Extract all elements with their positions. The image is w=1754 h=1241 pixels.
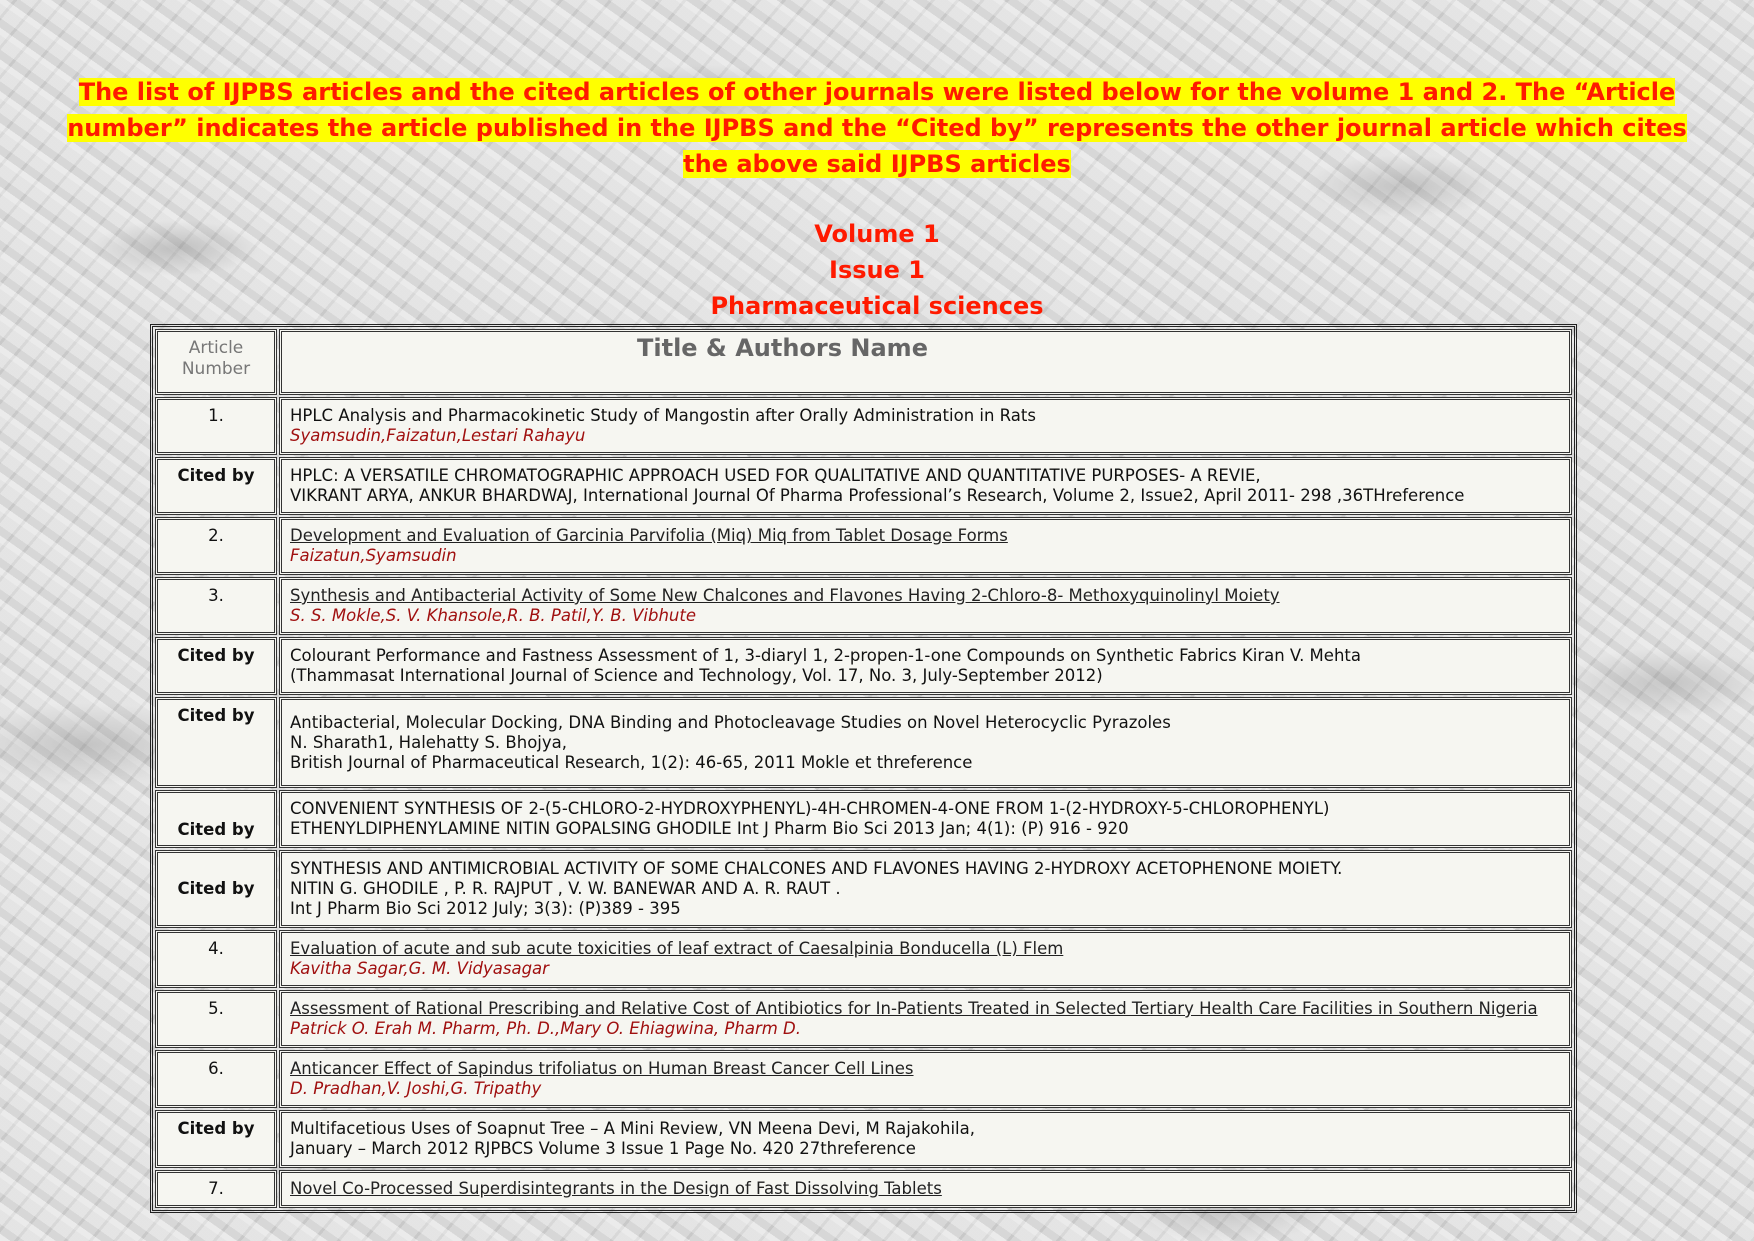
table-row: [155, 1170, 1572, 1208]
table-row: [155, 1050, 1572, 1108]
table-row: [155, 990, 1572, 1048]
citation-line: ETHENYLDIPHENYLAMINE NITIN GOPALSING GHODILE Int J Pharm Bio Sci 2013 Jan; 4(1): (P) 916 - 920: [290, 819, 1129, 838]
table-row: [155, 577, 1572, 635]
table-row: [155, 930, 1572, 988]
citation-line: British Journal of Pharmaceutical Research, 1(2): 46-65, 2011 Mokle et threference: [290, 753, 973, 772]
citation-cell: [279, 457, 1572, 515]
article-authors: Kavitha Sagar,G. M. Vidyasagar: [290, 959, 549, 978]
table-header-row: [155, 329, 1572, 395]
article-authors: Patrick O. Erah M. Pharm, Ph. D.,Mary O. Ehiagwina, Pharm D.: [290, 1019, 801, 1038]
article-number: 3.: [155, 577, 277, 635]
citation-cell: [279, 697, 1572, 788]
intro-highlight: The list of IJPBS articles and the cited articles of other journals were listed below for the volume 1 and 2. The “Article number” indicates the article published in the IJPBS and the “Cited by” represents the other journal article which cites the above said IJPBS articles: [67, 78, 1687, 178]
citation-line: Multifacetious Uses of Soapnut Tree – A Mini Review, VN Meena Devi, M Rajakohila,: [290, 1119, 975, 1138]
table-row: [155, 397, 1572, 455]
cited-by-label: Cited by: [155, 637, 277, 695]
article-number: 4.: [155, 930, 277, 988]
table-row: [155, 1110, 1572, 1168]
article-number-header: Article Number: [155, 329, 277, 395]
citation-cell: [279, 1110, 1572, 1168]
citation-line: HPLC: A VERSATILE CHROMATOGRAPHIC APPROACH USED FOR QUALITATIVE AND QUANTITATIVE PURPOSES- A REVIE,: [290, 466, 1261, 485]
citation-cell: [279, 790, 1572, 848]
article-title-link[interactable]: Development and Evaluation of Garcinia Parvifolia (Miq) Miq from Tablet Dosage Forms: [290, 526, 1008, 545]
article-number: 2.: [155, 517, 277, 575]
table-row: [155, 850, 1572, 928]
citation-line: Colourant Performance and Fastness Assessment of 1, 3-diaryl 1, 2-propen-1-one Compounds on Synthetic Fabrics Kiran V. Mehta: [290, 646, 1361, 665]
article-title-link[interactable]: Assessment of Rational Prescribing and Relative Cost of Antibiotics for In-Patients Treated in Selected Tertiary Health Care Facilities in Southern Nigeria: [290, 999, 1538, 1018]
citation-line: CONVENIENT SYNTHESIS OF 2-(5-CHLORO-2-HYDROXYPHENYL)-4H-CHROMEN-4-ONE FROM 1-(2-HYDROXY-5-CHLOROPHENYL): [290, 799, 1330, 818]
article-number: 6.: [155, 1050, 277, 1108]
citation-line: NITIN G. GHODILE , P. R. RAJPUT , V. W. BANEWAR AND A. R. RAUT .: [290, 879, 841, 898]
article-title-link[interactable]: Evaluation of acute and sub acute toxicities of leaf extract of Caesalpinia Bonducella (L) Flem: [290, 939, 1064, 958]
article-cell: [279, 1170, 1572, 1208]
article-cell: [279, 1050, 1572, 1108]
cited-by-label: Cited by: [155, 850, 277, 928]
article-title-link[interactable]: Synthesis and Antibacterial Activity of Some New Chalcones and Flavones Having 2-Chloro-8- Methoxyquinolinyl Moiety: [290, 586, 1280, 605]
article-title-link[interactable]: Anticancer Effect of Sapindus trifoliatus on Human Breast Cancer Cell Lines: [290, 1059, 914, 1078]
citation-line: Int J Pharm Bio Sci 2012 July; 3(3): (P)389 - 395: [290, 899, 681, 918]
article-cell: [279, 397, 1572, 455]
citation-line: SYNTHESIS AND ANTIMICROBIAL ACTIVITY OF SOME CHALCONES AND FLAVONES HAVING 2-HYDROXY ACETOPHENONE MOIETY.: [290, 859, 1343, 878]
article-authors: D. Pradhan,V. Joshi,G. Tripathy: [290, 1079, 542, 1098]
citation-line: Antibacterial, Molecular Docking, DNA Binding and Photocleavage Studies on Novel Heterocyclic Pyrazoles: [290, 713, 1171, 732]
article-authors: S. S. Mokle,S. V. Khansole,R. B. Patil,Y. B. Vibhute: [290, 606, 696, 625]
table-row: [155, 790, 1572, 848]
cited-by-label: Cited by: [155, 697, 277, 788]
cited-by-label: Cited by: [155, 457, 277, 515]
articles-table: [150, 324, 1577, 1213]
citation-line: January – March 2012 RJPBCS Volume 3 Issue 1 Page No. 420 27threference: [290, 1139, 916, 1158]
section-heading: Pharmaceutical sciences: [710, 292, 1044, 320]
cited-by-label: Cited by: [155, 1110, 277, 1168]
table-row: [155, 637, 1572, 695]
article-number: 7.: [155, 1170, 277, 1208]
article-authors: Faizatun,Syamsudin: [290, 546, 457, 565]
citation-line: VIKRANT ARYA, ANKUR BHARDWAJ, International Journal Of Pharma Professional’s Research, Volume 2, Issue2, April 2011- 298 ,36THreference: [290, 486, 1465, 505]
page-header: [60, 74, 1694, 324]
citation-line: N. Sharath1, Halehatty S. Bhojya,: [290, 733, 567, 752]
article-cell: [279, 990, 1572, 1048]
article-cell: [279, 577, 1572, 635]
citation-line: (Thammasat International Journal of Science and Technology, Vol. 17, No. 3, July-September 2012): [290, 666, 1103, 685]
volume-heading: Volume 1: [814, 220, 940, 248]
citation-cell: [279, 637, 1572, 695]
article-cell: [279, 517, 1572, 575]
table-row: [155, 697, 1572, 788]
cited-by-label: Cited by: [155, 790, 277, 848]
table-row: [155, 517, 1572, 575]
article-cell: [279, 930, 1572, 988]
issue-heading: Issue 1: [829, 256, 925, 284]
title-authors-header: Title & Authors Name: [279, 329, 1572, 395]
intro-text: [60, 74, 1694, 182]
headings: [60, 216, 1694, 324]
article-number: 1.: [155, 397, 277, 455]
article-title: HPLC Analysis and Pharmacokinetic Study of Mangostin after Orally Administration in Rats: [290, 406, 1036, 425]
article-authors: Syamsudin,Faizatun,Lestari Rahayu: [290, 426, 586, 445]
article-title-link[interactable]: Novel Co-Processed Superdisintegrants in the Design of Fast Dissolving Tablets: [290, 1179, 942, 1198]
table-row: [155, 457, 1572, 515]
article-number: 5.: [155, 990, 277, 1048]
citation-cell: [279, 850, 1572, 928]
